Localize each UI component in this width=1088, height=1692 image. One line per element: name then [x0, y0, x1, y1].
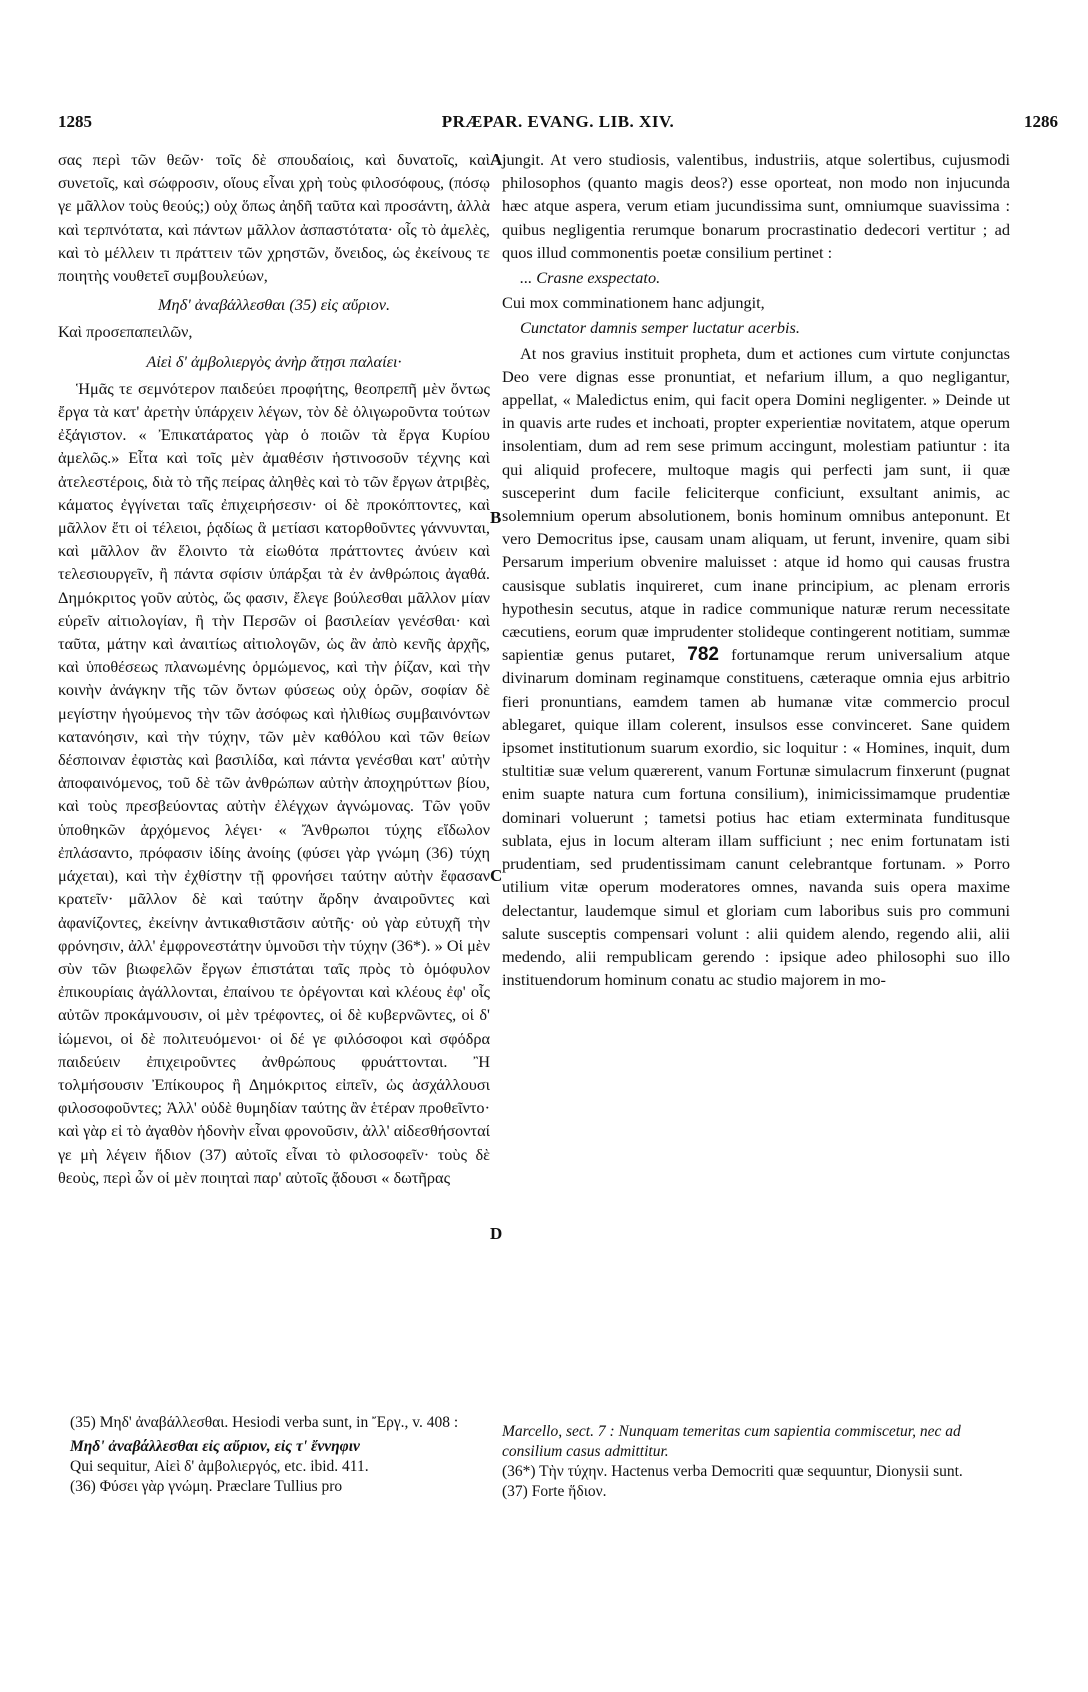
footnotes-right: [502, 1422, 1010, 1502]
greek-verse-1: Μηδ' ἀναβάλλεσθαι (35) εἰς αὔριον.: [157, 295, 391, 315]
latin-paragraph-3a: At nos gravius instituit propheta, dum et actiones cum virtute conjunctas Deo vere dignas esse pronuntiat, et nefarium illum, a quo negligantur, appellat, « Maledictus enim, qui facit opera Domini negligenter. » Deinde ut in quavis arte rudes et inchoati, propter experientiæ novitatem, atque operum insolentiam, dum ad rem sese primum accingunt, molestiam patiuntur : ita qui aliquid profecere, multoque magis qui perfecti jam sunt, ii quæ susceperint dum facile feliciterque conficiunt, exsultant animis, ac solemnium operum absolutionem, bonis hominum omnibus anteponunt. Et vero Democritus ipse, causam unam aliquam, ut ferunt, invenire, quam sibi Persarum imperium obvenire maluisset : atque id homo qui causas frustra causisque sublatis inquireret, cum inane principium, ac plenam erroris hypothesin secutus, atque in radice communique naturæ rerum necessitate cæcutiens, eorum quæ imprudenter stolideque contingerent notitiam, summæ sapientiæ genus putaret,: [502, 343, 1010, 665]
latin-paragraph-2: Cui mox comminationem hanc adjungit,: [502, 293, 765, 313]
greek-paragraph-1: σας περὶ τῶν θεῶν· τοῖς δὲ σπουδαίοις, καὶ δυνατοῖς, καὶ συνετοῖς, καὶ σώφροσιν, οἵους εἶναι χρὴ τοὺς φιλοσόφους, (πόσῳ γε μᾶλλον τοὺς θεούς;) οὐχ ὅπως ἀηδῆ ταῦτα καὶ προσάντη, ἀλλὰ καὶ τερπνότατα, καὶ πάντων μᾶλλον ἀσπαστότατα· οἷς τὸ ἀμελὲς, καὶ τὸ μέλλειν τι πράττειν τῶν χρηστῶν, ὄνειδος, ὡς ἐκείνους τε ποιητὴς νουθετεῖ συμβουλεύων,: [58, 150, 490, 286]
section-marker-b: B: [490, 508, 502, 527]
latin-verse-1: ... Crasne exspectato.: [520, 268, 661, 288]
footnote-36: (36) Φύσει γὰρ γνώμη. Præclare Tullius pro: [70, 1478, 343, 1495]
latin-column: [502, 148, 1010, 991]
footnote-35-verse: Μηδ' ἀναβάλλεσθαι εἰς αὔριον, εἰς τ' ἔννηφιν: [70, 1438, 360, 1455]
running-title: PRÆPAR. EVANG. LIB. XIV.: [441, 112, 675, 131]
footnote-35: (35) Μηδ' ἀναβάλλεσθαι. Hesiodi verba sunt, in Ἔργ., v. 408 :: [70, 1414, 459, 1431]
section-marker-a: A: [490, 150, 503, 169]
margin-page-number: 782: [687, 644, 719, 666]
latin-paragraph-3: [502, 342, 1010, 992]
latin-paragraph-3b: fortunamque rerum universalium atque divinarum dominam reginamque constituens, cæteraque omnia ejus arbitrio fieri pronuntians, eamdem tamen ab humanæ vitæ commercio procul ablegaret, quique illam colerent, insulsos esse convinceret. Sane quidem ipsomet institutionum suarum exordio, sic loquitur : « Homines, inquit, dum stultitiæ suæ velum quærerent, vanum Fortunæ simulacrum finxerunt (pugnat enim suapte natura cum fortuna consilium), inimicissimamque prudentiæ dominari voluerunt ; tametsi potius hac etiam exterminata funditusque sublata, ejus in locum alteram illam sufficiunt ; nec enim fortunatam isti prudentiam, sed prudentissimam canunt celebrantque fortunam. » Porro utilium vitæ operum moderatores omnes, navanda suis opera maxime delectantur, laudemque simul et gloriam cum laboribus suis pro communi salute susceptis compensari volunt : alii quidem alendo, regendo alii, alii medendo, alii rempublicam gerendo : ipsique adeo philosophi suo illo instituendorum hominum conatu ac studio majorem in mo-: [502, 645, 1010, 990]
footnotes-left: [70, 1413, 495, 1497]
page-number-right: 1286: [1024, 112, 1058, 131]
latin-verse-2: Cunctator damnis semper luctatur acerbis.: [520, 318, 800, 338]
footnote-36-star: (36*) Τὴν τύχην. Hactenus verba Democriti quæ sequuntur, Dionysii sunt.: [502, 1463, 963, 1480]
footnote-37: (37) Forte ἥδιον.: [502, 1483, 607, 1500]
greek-verse-2: Αἰεὶ δ' ἀμβολιεργὸς ἀνὴρ ἄτῃσι παλαίει·: [146, 351, 402, 371]
page-header: [58, 112, 1058, 142]
footnote-36-continued: Marcello, sect. 7 : Nunquam temeritas cum sapientia commiscetur, nec ad consilium casus admittitur.: [502, 1423, 961, 1460]
footnote-35-continued: Qui sequitur, Αἰεὶ δ' ἀμβολιεργός, etc. ibid. 411.: [70, 1458, 369, 1475]
greek-paragraph-3: Ἡμᾶς τε σεμνότερον παιδεύει προφήτης, θεοπρεπῆ μὲν ὄντως ἔργα τὰ κατ' ἀρετὴν ὑπάρχειν λέγων, τὸν δὲ ὀλιγωροῦντα τούτων ἐξάγιστον. « Ἐπικατάρατος γὰρ ὁ ποιῶν τὰ ἔργα Κυρίου ἀμελῶς.» Εἶτα καὶ τοῖς μὲν ἀμαθέσιν ἡστινοσοῦν τέχνης καὶ ἀτελεστέροις, διὰ τὸ τῆς πείρας ἀληθὲς καὶ τὸ τῶν ἔργων ἀτριβὲς, κάματος ἐγγίνεται ταῖς ἐπιχειρήσεσιν· οἱ δὲ προκόπτοντες, καὶ μᾶλλον ἔτι οἱ τέλειοι, ῥᾳδίως ἃ μετίασι κατορθοῦντες γάννυνται, καὶ μᾶλλον ἂν ἕλοιντο τὰ εἰωθότα πράττοντες ἀνύειν καὶ τελεσιουργεῖν, ἢ πάντα σφίσιν ὑπάρξαι τὰ ἐν ἀνθρώποις ἀγαθά. Δημόκριτος γοῦν αὐτὸς, ὥς φασιν, ἔλεγε βούλεσθαι μᾶλλον μίαν εὑρεῖν αἰτιολογίαν, ἢ τὴν Περσῶν οἱ βασιλείαν γενέσθαι· καὶ ταῦτα, μάτην καὶ ἀναιτίως αἰτιολογῶν, ὡς ἂν ἀπὸ κενῆς ἀρχῆς, καὶ ὑποθέσεως πλανωμένης ὁρμώμενος, καὶ τὴν ῥίζαν, καὶ τὴν κοινὴν ἀνάγκην τῆς τῶν ὄντων φύσεως οὐχ ὁρῶν, σοφίαν δὲ μεγίστην ἡγούμενος τὴν τῶν ἀσόφως καὶ ἠλιθίως συμβαινόντων κατανόησιν, καὶ τὴν τύχην, τῶν μὲν καθόλου καὶ τῶν θείων δέσποιναν ἐφιστὰς καὶ βασιλίδα, καὶ πάντα γενέσθαι κατ' αὐτὴν ἀποφαινόμενος, τοῦ δὲ τῶν ἀνθρώπων αὐτὴν ἀποχηρύττων βίου, καὶ τοὺς πρεσβεύοντας αὐτὴν ἐλέγχων ἀγνώμονας. Τῶν γοῦν ὑποθηκῶν ἀρχόμενος λέγει· « Ἄνθρωποι τύχης εἴδωλον ἐπλάσαντο, πρόφασιν ἰδίης ἀνοίης (φύσει γὰρ γνώμη (36) τύχη μάχεται), καὶ τὴν ἐχθίστην τῇ φρονήσει ταύτην αὐτὴν ἔφασαν κρατεῖν· μᾶλλον δὲ καὶ ταύτην ἄρδην ἀναιροῦντες καὶ ἀφανίζοντες, ἐκείνην ἀντικαθιστᾶσιν αὐτῆς· οὐ γὰρ εὐτυχῆ τὴν φρόνησιν, ἀλλ' ἐμφρονεστάτην ὑμνοῦσι τὴν τύχην (36*). » Οἱ μὲν σὺν τῶν βιωφελῶν ἔργων ἐπιστάται ταῖς πρὸς τὸ ὁμόφυλον ἐπικουρίαις ἀγάλλονται, ἐπαίνου τε ὀρέγονται καὶ κλέους ἐφ' οἷς αὐτῶν προκάμνουσιν, οἱ μὲν τρέφοντες, οἱ δὲ κυβερνῶντες, οἱ δ' ἰώμενοι, οἱ δὲ πολιτευόμενοι· οἱ δέ γε φιλόσοφοι καὶ σφόδρα παιδεύειν ἐπιχειροῦντες ἀνθρώπους φρυάττονται. Ἢ τολμήσουσιν Ἐπίκουρος ἢ Δημόκριτος εἰπεῖν, ὡς ἀσχάλλουσι φιλοσοφοῦντες; Ἀλλ' οὐδὲ θυμηδίαν ταύτης ἂν ἑτέραν προθεῖντο· καὶ γὰρ εἰ τὸ ἀγαθὸν ἡδονὴν εἶναι φρονοῦσιν, ἀλλ' αἰδεσθήσονταί γε μὴ λέγειν ἥδιον (37) αὐτοῖς εἶναι τὸ φιλοσοφεῖν· τοὺς δὲ θεοὺς, περὶ ὧν οἱ μὲν ποιηταὶ παρ' αὐτοῖς ᾄδουσι « δωτῆρας: [58, 378, 490, 1187]
greek-paragraph-2: Καὶ προσεπαπειλῶν,: [58, 322, 193, 342]
latin-paragraph-1: jungit. At vero studiosis, valentibus, industriis, atque solertibus, cujusmodi philosophos (quanto magis deos?) esse oporteat, non modo non injucunda hæc atque aspera, verum etiam jucundissima sunt, omniumque suavissima : quibus negligentia rerumque bonarum procrastinatio dedecori vertitur ; ad quos illud commonentis poetæ consilium pertinet :: [502, 150, 1010, 262]
section-marker-d: D: [490, 1224, 503, 1243]
page-number-left: 1285: [58, 112, 92, 131]
greek-column: [58, 148, 490, 1189]
section-marker-c: C: [490, 866, 503, 885]
